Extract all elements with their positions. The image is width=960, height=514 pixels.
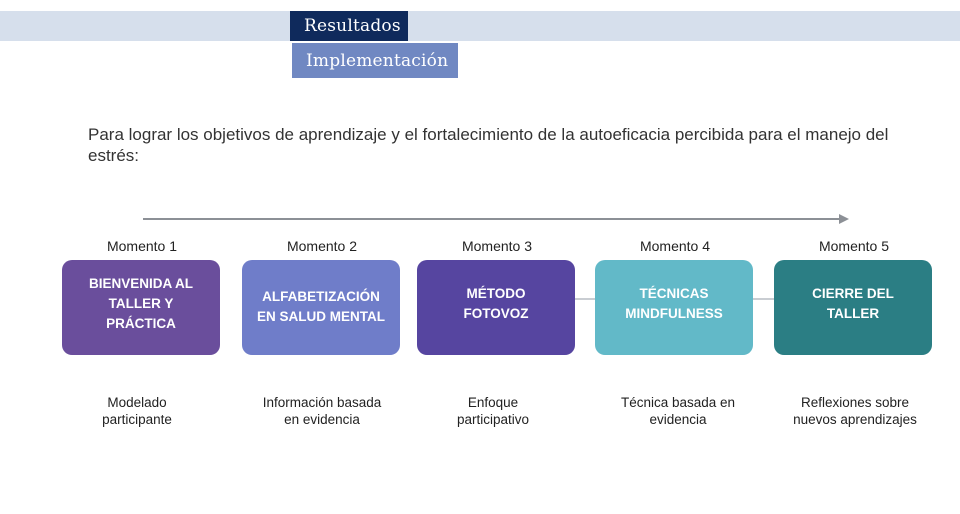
moment-desc-line: Modelado (107, 395, 167, 410)
moment-desc-line: nuevos aprendizajes (793, 412, 917, 427)
moment-desc-3 (408, 394, 578, 428)
moment-box-4 (595, 260, 753, 355)
moment-desc-4 (593, 394, 763, 428)
moment-box-5 (774, 260, 932, 355)
moment-desc-line: participante (102, 412, 172, 427)
moment-title-4 (625, 284, 723, 355)
moment-desc-line: Técnica basada en (620, 395, 736, 410)
moment-title-line: TALLER (826, 306, 880, 321)
moment-desc-line: Enfoque (467, 395, 519, 410)
timeline-arrow-icon (143, 212, 853, 226)
moment-title-3 (463, 284, 528, 355)
moment-box-2 (242, 260, 400, 355)
moment-desc-line: Reflexiones sobre (800, 395, 910, 410)
moment-title-line: TÉCNICAS (639, 286, 709, 301)
tab-implementacion[interactable]: Implementación (292, 43, 458, 78)
tab-resultados[interactable]: Resultados (290, 11, 408, 41)
moment-title-line: MINDFULNESS (625, 306, 723, 321)
moment-label-2: Momento 2 (286, 238, 358, 254)
moment-title-line: TALLER Y (108, 296, 174, 311)
moment-desc-line: evidencia (649, 412, 707, 427)
moment-desc-1 (52, 394, 222, 428)
moment-title-line: CIERRE DEL (812, 286, 894, 301)
moment-desc-line: Información basada (262, 395, 382, 410)
intro-text: Para lograr los objetivos de aprendizaje y el fortalecimiento de la autoeficacia percibida para el manejo del estrés: (88, 125, 889, 165)
header-band (0, 11, 960, 41)
moment-box-3 (417, 260, 575, 355)
moment-title-line: MÉTODO (466, 286, 526, 301)
moment-desc-2 (237, 394, 407, 428)
moment-label-3: Momento 3 (461, 238, 533, 254)
moment-box-1 (62, 260, 220, 355)
moment-title-line: ALFABETIZACIÓN (262, 289, 380, 304)
moment-desc-5 (770, 394, 940, 428)
moment-title-5 (812, 284, 894, 355)
moment-title-line: FOTOVOZ (463, 306, 529, 321)
moment-label-1: Momento 1 (106, 238, 178, 254)
moment-desc-line: en evidencia (284, 412, 360, 427)
moment-desc-line: participativo (456, 412, 530, 427)
moment-title-line: PRÁCTICA (106, 316, 176, 331)
moment-label-4: Momento 4 (639, 238, 711, 254)
moment-label-5: Momento 5 (818, 238, 890, 254)
moment-title-line: EN SALUD MENTAL (257, 309, 385, 324)
moment-title-line: BIENVENIDA AL (88, 276, 193, 291)
moment-title-1 (89, 274, 193, 355)
moment-title-2 (257, 287, 385, 355)
